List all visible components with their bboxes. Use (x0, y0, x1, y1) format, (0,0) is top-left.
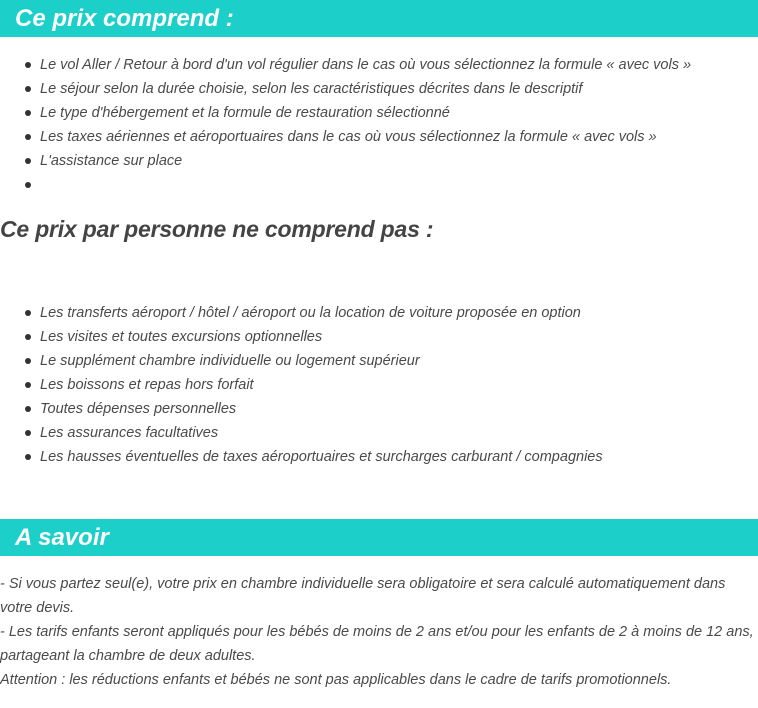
list-item: Les hausses éventuelles de taxes aéroportuaires et surcharges carburant / compagnies (0, 445, 603, 469)
excludes-list (0, 301, 603, 469)
note-child-rates: - Les tarifs enfants seront appliqués pour les bébés de moins de 2 ans et/ou pour les enfants de 2 à moins de 12 ans, partageant la chambre de deux adultes. (0, 624, 754, 664)
note-attention: Attention : les réductions enfants et bébés ne sont pas applicables dans le cadre de tarifs promotionnels. (0, 672, 672, 688)
list-item: Les taxes aériennes et aéroportuaires dans le cas où vous sélectionnez la formule « avec vols » (0, 125, 691, 149)
includes-list (0, 53, 691, 197)
list-item: L'assistance sur place (0, 149, 691, 173)
includes-title: Ce prix comprend : (15, 5, 234, 32)
list-item: Toutes dépenses personnelles (0, 397, 603, 421)
list-item: Les assurances facultatives (0, 421, 603, 445)
savoir-title: A savoir (15, 524, 109, 551)
list-item: Les visites et toutes excursions optionnelles (0, 325, 603, 349)
list-item: Le type d'hébergement et la formule de restauration sélectionné (0, 101, 691, 125)
savoir-notes (0, 572, 756, 692)
list-item: Les transferts aéroport / hôtel / aéroport ou la location de voiture proposée en option (0, 301, 603, 325)
list-item: Le supplément chambre individuelle ou logement supérieur (0, 349, 603, 373)
excludes-title: Ce prix par personne ne comprend pas : (0, 216, 434, 242)
list-item: Le séjour selon la durée choisie, selon les caractéristiques décrites dans le descriptif (0, 77, 691, 101)
note-solo-traveler: - Si vous partez seul(e), votre prix en chambre individuelle sera obligatoire et sera calculé automatiquement dans votre devis. (0, 576, 726, 616)
list-item: Les boissons et repas hors forfait (0, 373, 603, 397)
list-item: Le vol Aller / Retour à bord d'un vol régulier dans le cas où vous sélectionnez la formule « avec vols » (0, 53, 691, 77)
savoir-banner (0, 519, 758, 556)
includes-banner (0, 0, 758, 37)
list-item-empty (0, 173, 691, 197)
